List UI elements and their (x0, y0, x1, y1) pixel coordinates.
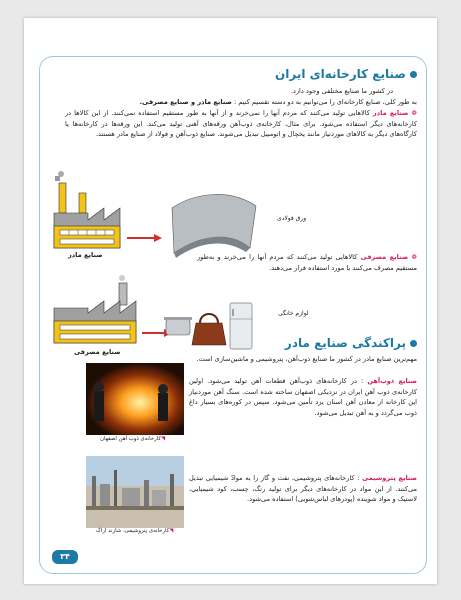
flower-bullet-icon: ❁ (411, 109, 417, 117)
section-title-factory-industries: صنایع کارخانه‌ای ایران (275, 67, 417, 81)
petrochemical-plant-caption: ◥کارخانه‌ی پتروشیمی، شازند اراک (96, 528, 174, 534)
consumer-industries-paragraph: ❁ صنایع مصرفی کالاهایی تولید می‌کنند که مردم آنها را می‌خرند و به‌طور مستقیم مصرف می‌کنند یا مورد استفاده قرار می‌دهند. (197, 253, 417, 272)
flower-bullet-icon: ❁ (411, 253, 417, 261)
steel-plant-photo (86, 363, 184, 435)
handbag-icon (192, 314, 226, 345)
petrochemical-industry-paragraph: صنایع پتروشیمی : کارخانه‌های پتروشیمی، نفت و گاز را به موادّ شیمیایی تبدیل می‌کنند. از این مواد در کارخانه‌های دیگر برای تولید رنگ، چسب، کود شیمیایی، لاستیک و مواد شوینده (پودرهای لباس‌شویی) استفاده می‌شود. (189, 474, 417, 504)
factory-icon (54, 171, 120, 248)
steel-sheet-label: ورق فولادی (277, 215, 307, 222)
steel-plant-caption: ◥کارخانه‌ی ذوب آهن اصفهان (100, 436, 166, 442)
distribution-intro: مهم‌ترین صنایع مادر در کشور ما صنایع ذوب‌آهن، پتروشیمی و ماشین‌سازی است. (196, 355, 417, 363)
caption-marker-icon: ◥ (169, 528, 174, 534)
steel-sheet-icon (172, 194, 256, 258)
consumer-industry-label: صنایع مصرفی (74, 348, 121, 356)
factory-icon (54, 275, 136, 343)
section-title-mother-industries-distribution: پراکندگی صنایع مادر (285, 336, 417, 350)
mother-industry-label: صنایع مادر (68, 251, 103, 259)
classification-paragraph: به طور کلی، صنایع کارخانه‌ای را می‌توانیم به دو دسته تقسیم کنیم : صنایع مادر و صنایع مصرفی. (139, 98, 417, 106)
bullet-dot-icon (410, 340, 417, 347)
steel-industry-paragraph: صنایع ذوب‌آهن : در کارخانه‌های ذوب‌آهن قطعات آهن تولید می‌شود. اولین کارخانه‌ی ذوب آهن ایران در نزدیکی اصفهان ساخته شده است. سنگ آهن موردنیاز این کارخانه از معادن آهن استان یزد تأمین می‌شود. سپس در کوره‌های بسیار داغ ذوب می‌گردد و به آهن تبدیل می‌شود. (189, 377, 417, 417)
bullet-dot-icon (410, 71, 417, 78)
book-page (24, 18, 437, 584)
petrochemical-plant-photo (86, 456, 184, 528)
caption-marker-icon: ◥ (160, 436, 166, 442)
home-appliances-label: لوازم خانگی (278, 310, 309, 317)
refrigerator-icon (230, 303, 252, 349)
cooking-pot-icon (164, 317, 192, 335)
mother-industries-paragraph: ❁ صنایع مادر کالاهایی تولید می‌کنند که مردم آنها را نمی‌خرند و از آنها به طور مستقیم استفاده نمی‌کنند. از این کالاها در کارخانه‌های دیگر استفاده می‌شود. برای مثال، کارخانه‌ی ذوب‌آهن ورقه‌های آهنی تولید می‌کند. این ورقه‌ها در کارخانه‌ها یا کارگاه‌های دیگر به کالاهای موردنیاز مانند یخچال و اتومبیل تبدیل می‌شوند. صنایع ذوب‌آهن و فولاد از صنایع مادر هستند. (65, 109, 417, 139)
intro-text: در کشور ما صنایع مختلفی وجود دارد. (290, 87, 393, 95)
page-number: ۳۴ (52, 550, 78, 564)
arrow-icon (127, 234, 162, 242)
